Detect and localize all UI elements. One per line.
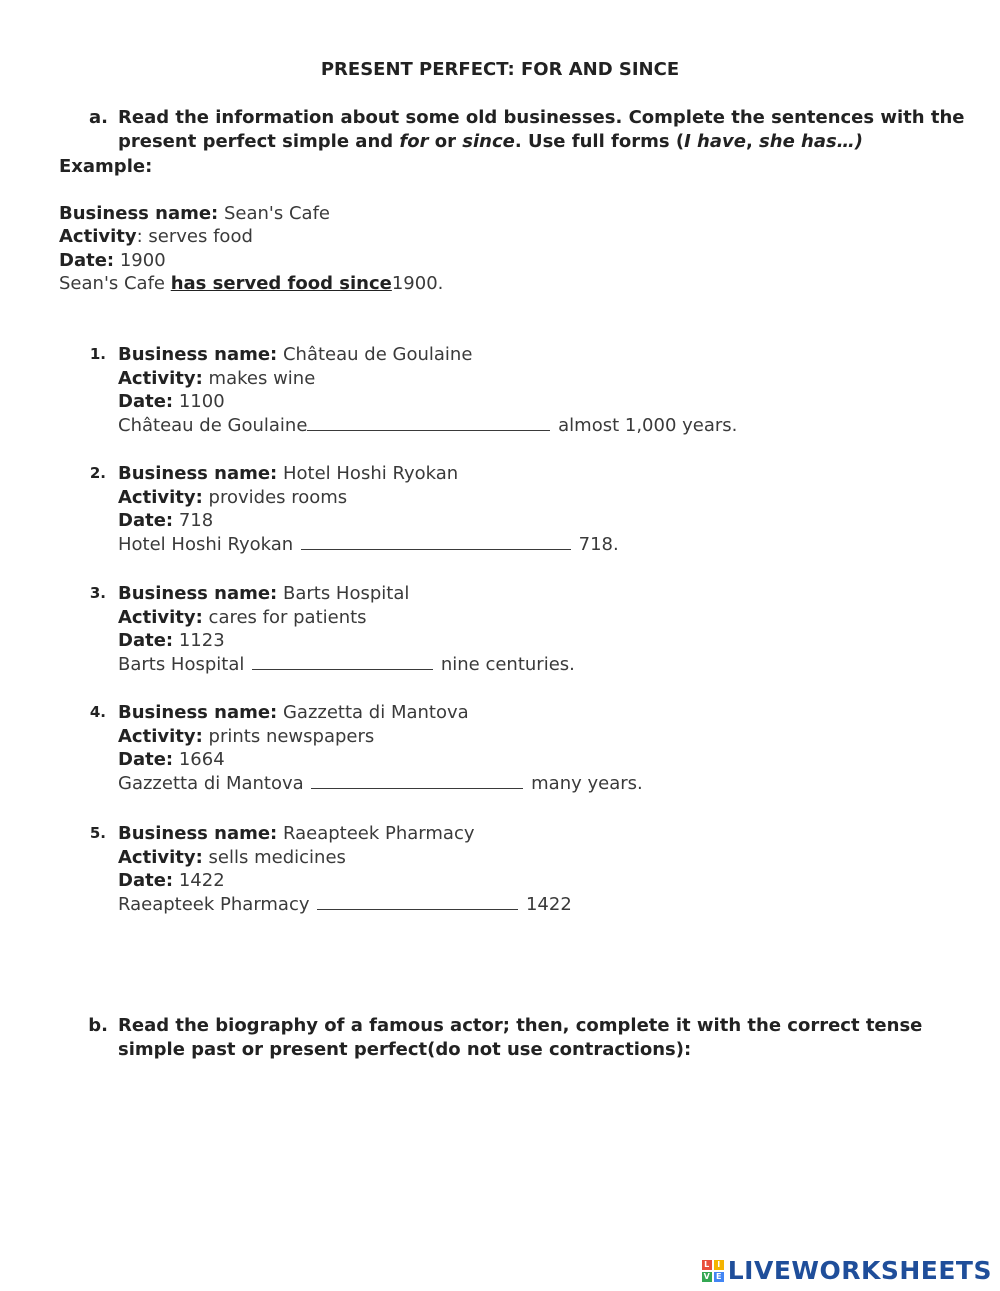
answer-blank[interactable] [252, 653, 433, 670]
answer-blank[interactable] [301, 533, 571, 550]
activity: provides rooms [202, 486, 348, 508]
section-b-instructions [118, 1014, 978, 1062]
section-a-line1: Read the information about some old businesses. Complete the sentences with the [118, 107, 965, 128]
liveworksheets-logo [702, 1256, 992, 1285]
item-number: 3. [89, 584, 106, 602]
section-a-instructions [118, 106, 978, 154]
activity: prints newspapers [202, 725, 375, 747]
list-item: Business name: Hotel Hoshi Ryokan Activity: provides rooms Date: 718 Hotel Hoshi Ryokan 718. [118, 463, 619, 555]
date: 1422 [173, 870, 225, 891]
logo-cubes-icon: L I V E [702, 1260, 724, 1282]
example-block [59, 155, 443, 296]
date: 1664 [173, 749, 225, 770]
answer-blank[interactable] [307, 414, 550, 431]
business-name: Château de Goulaine [277, 344, 473, 365]
business-name: Raeapteek Pharmacy [277, 823, 475, 844]
section-a-line2: present perfect simple and for or since. Use full forms (I have, she has…) [118, 131, 863, 152]
business-name: Gazzetta di Mantova [277, 702, 469, 723]
list-item: Business name: Barts Hospital Activity: cares for patients Date: 1123 Barts Hospital nine centuries. [118, 583, 575, 675]
example-activity: Activity: serves food [59, 226, 253, 247]
example-sentence: Sean's Cafe has served food since1900. [59, 273, 444, 294]
logo-text: LIVEWORKSHEETS [727, 1256, 992, 1285]
example-business: Business name: Sean's Cafe [59, 202, 330, 224]
business-name: Barts Hospital [277, 583, 410, 604]
example-date: Date: 1900 [59, 249, 166, 271]
date: 1123 [173, 630, 225, 651]
item-number: 4. [89, 703, 106, 721]
date: 718 [173, 510, 214, 531]
page-title: PRESENT PERFECT: FOR AND SINCE [320, 59, 680, 80]
answer-blank[interactable] [311, 772, 523, 789]
list-item: Business name: Château de Goulaine Activity: makes wine Date: 1100 Château de Goulaine almost 1,000 years. [118, 344, 738, 436]
section-a-marker: a. [89, 107, 108, 128]
section-b-marker: b. [88, 1015, 108, 1036]
item-number: 5. [89, 824, 106, 842]
item-number: 2. [89, 464, 106, 482]
activity: cares for patients [202, 606, 367, 628]
activity: makes wine [202, 367, 316, 389]
item-number: 1. [89, 345, 106, 363]
activity: sells medicines [202, 846, 346, 868]
business-name: Hotel Hoshi Ryokan [277, 463, 459, 484]
section-b-line1: Read the biography of a famous actor; then, complete it with the correct tense [118, 1015, 923, 1036]
example-heading: Example: [59, 156, 153, 177]
section-b-line2: simple past or present perfect(do not use contractions): [118, 1039, 692, 1060]
list-item: Business name: Gazzetta di Mantova Activity: prints newspapers Date: 1664 Gazzetta di Mantova many years. [118, 702, 643, 794]
date: 1100 [173, 391, 225, 412]
answer-blank[interactable] [317, 893, 518, 910]
list-item: Business name: Raeapteek Pharmacy Activity: sells medicines Date: 1422 Raeapteek Pharmacy 1422 [118, 823, 572, 915]
